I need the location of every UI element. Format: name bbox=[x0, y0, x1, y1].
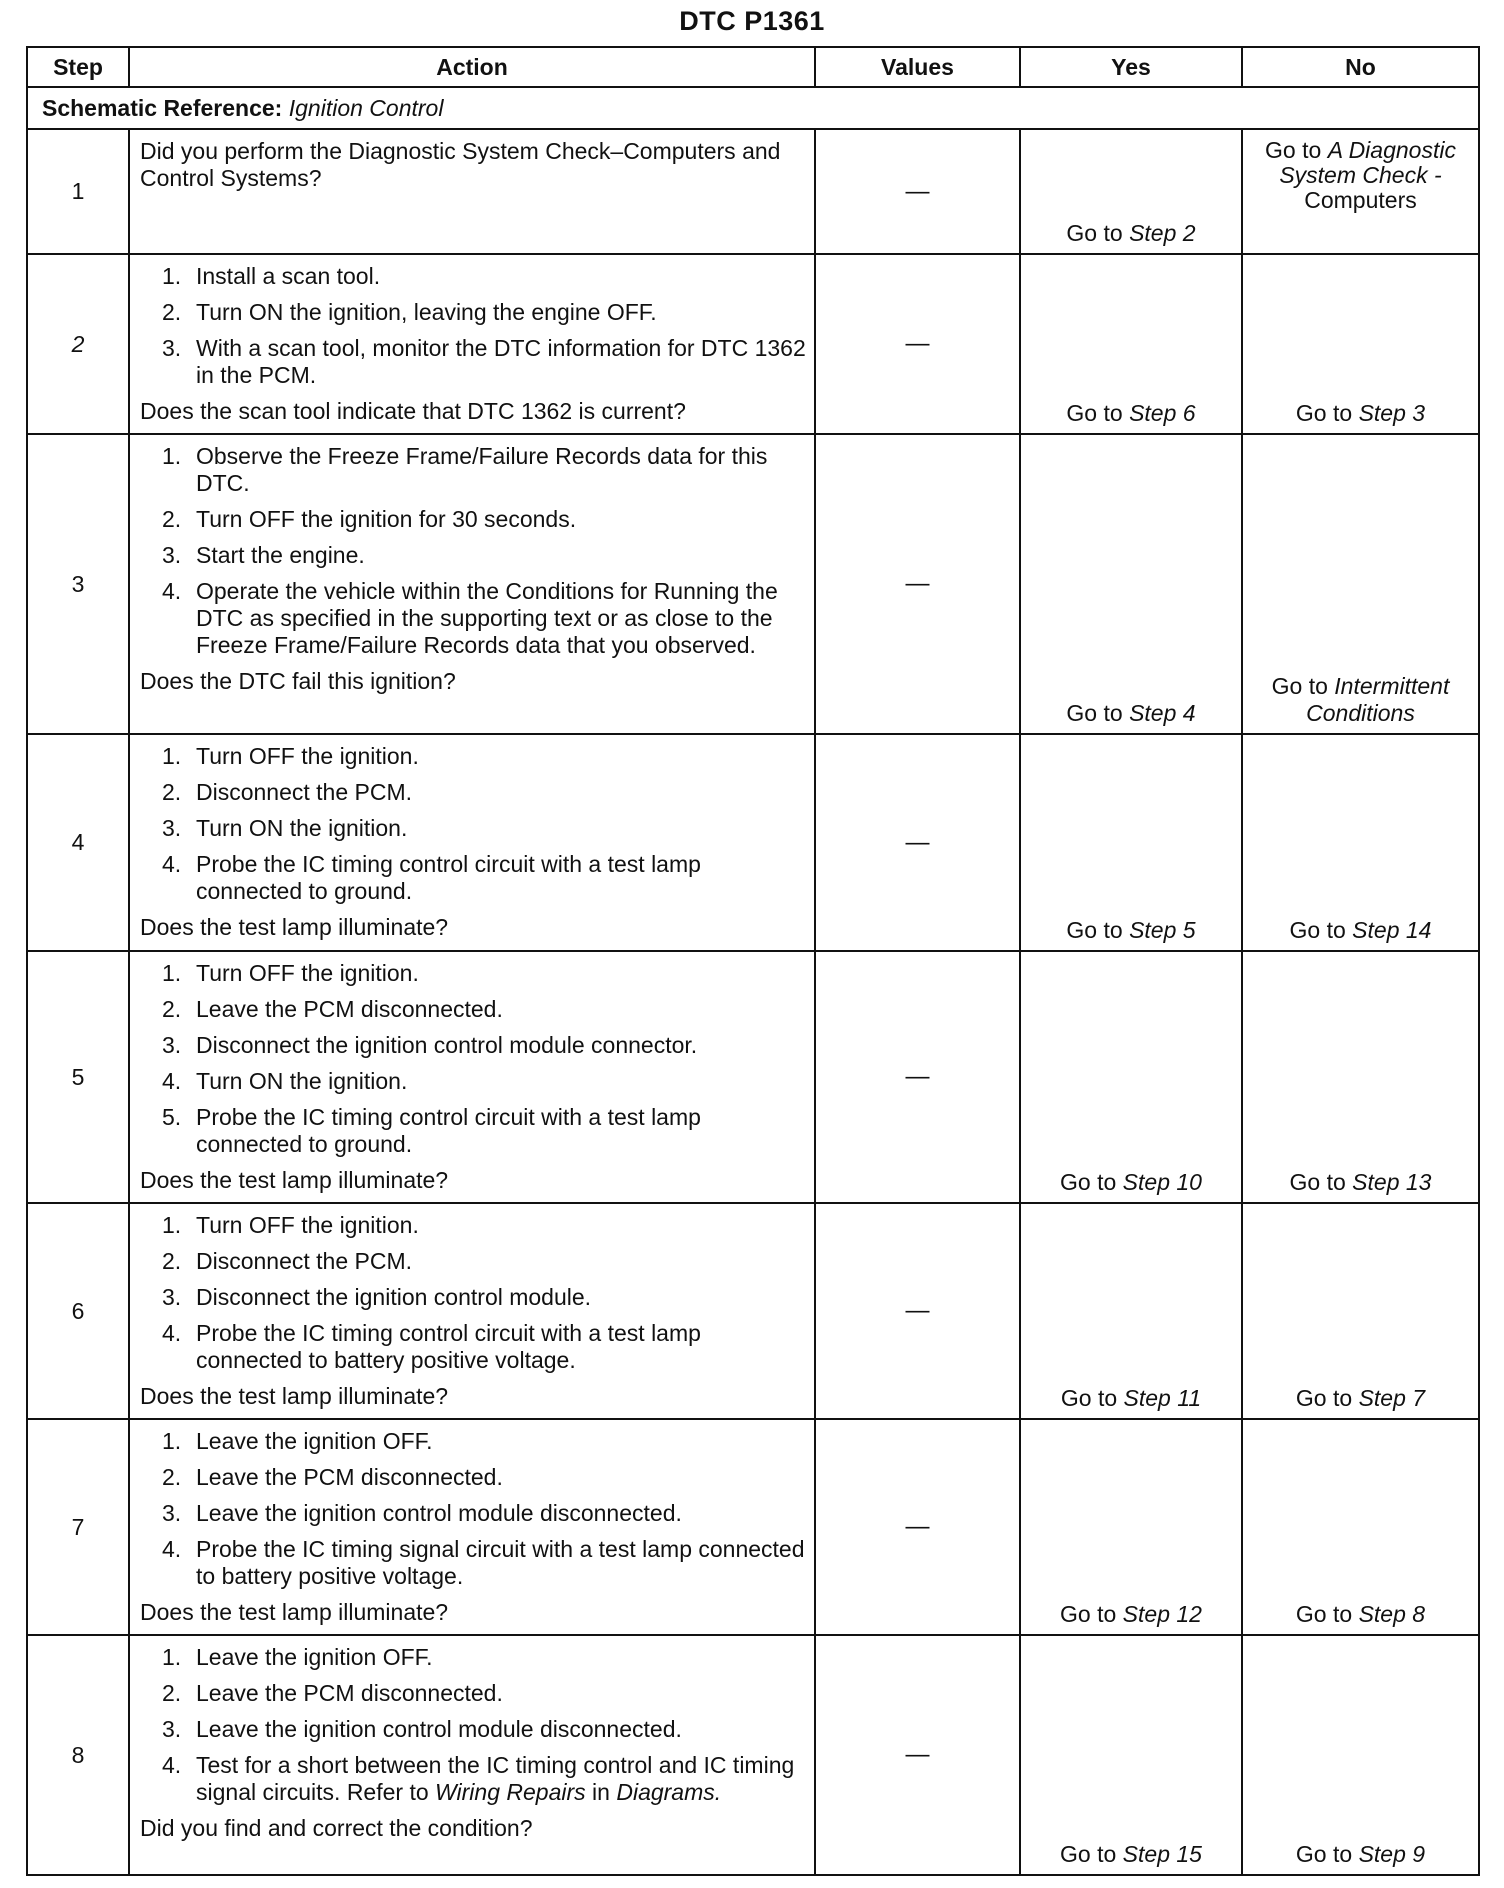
yes-cell bbox=[1020, 951, 1242, 1203]
action-question: Does the test lamp illuminate? bbox=[140, 1167, 449, 1193]
yes-text-segment: Step 4 bbox=[1129, 700, 1196, 726]
table-row bbox=[27, 1635, 1479, 1875]
action-step-text: Disconnect the ignition control module connector. bbox=[196, 1032, 698, 1058]
action-cell bbox=[129, 1203, 815, 1419]
action-step bbox=[140, 1320, 806, 1374]
no-text-segment: Intermittent Conditions bbox=[1306, 673, 1450, 726]
action-step-text: Leave the PCM disconnected. bbox=[196, 1680, 503, 1706]
action-step-number: 2. bbox=[162, 1248, 182, 1274]
table-row bbox=[27, 254, 1479, 434]
action-step-number: 4. bbox=[162, 1068, 182, 1094]
yes-text-segment: Step 6 bbox=[1129, 400, 1196, 426]
yes-cell bbox=[1020, 734, 1242, 951]
action-step bbox=[140, 1680, 806, 1707]
action-step-number: 3. bbox=[162, 1284, 182, 1310]
action-step-number: 4. bbox=[162, 1752, 182, 1778]
no-text-segment: Computers bbox=[1304, 187, 1417, 213]
yes-text-segment: Go to bbox=[1066, 220, 1130, 246]
yes-cell bbox=[1020, 129, 1242, 254]
no-cell bbox=[1242, 129, 1479, 254]
action-step bbox=[140, 1284, 806, 1311]
header-action: Action bbox=[129, 47, 815, 87]
action-step bbox=[140, 1068, 806, 1095]
yes-text-segment: Go to bbox=[1060, 1841, 1123, 1867]
action-step-number: 4. bbox=[162, 578, 182, 604]
header-values: Values bbox=[815, 47, 1020, 87]
action-step-number: 3. bbox=[162, 335, 182, 361]
action-step-text: Turn OFF the ignition. bbox=[196, 1212, 419, 1238]
action-step-text-segment: Diagrams. bbox=[616, 1779, 722, 1805]
action-step-number: 3. bbox=[162, 1032, 182, 1058]
schematic-label: Schematic Reference: bbox=[42, 94, 283, 121]
table-row bbox=[27, 434, 1479, 734]
no-text-segment: Go to bbox=[1271, 673, 1335, 699]
no-cell bbox=[1242, 734, 1479, 951]
action-step bbox=[140, 1032, 806, 1059]
schematic-value: Ignition Control bbox=[288, 94, 444, 121]
action-question: Does the scan tool indicate that DTC 1362 is current? bbox=[140, 398, 686, 424]
action-step-number: 2. bbox=[162, 1680, 182, 1706]
action-step-text-segment: Test for a short between the IC timing control and IC timing signal circuits. Refer to bbox=[196, 1752, 795, 1805]
action-step bbox=[140, 1500, 806, 1527]
page-title: DTC P1361 bbox=[679, 6, 825, 36]
yes-text-segment: Go to bbox=[1066, 400, 1130, 426]
values-cell: — bbox=[815, 129, 1020, 254]
header-row bbox=[27, 47, 1479, 87]
step-number: 1 bbox=[27, 129, 129, 254]
no-text-segment: Go to bbox=[1265, 137, 1328, 163]
action-cell bbox=[129, 1635, 815, 1875]
action-question: Does the DTC fail this ignition? bbox=[140, 668, 456, 694]
action-text: Did you perform the Diagnostic System Check–Computers and Control Systems? bbox=[140, 138, 781, 191]
step-number: 8 bbox=[27, 1635, 129, 1875]
no-text-segment: Step 7 bbox=[1358, 1385, 1426, 1411]
header-yes: Yes bbox=[1020, 47, 1242, 87]
action-step-text: Turn ON the ignition. bbox=[196, 815, 408, 841]
action-step bbox=[140, 1752, 806, 1806]
no-text-segment: Step 8 bbox=[1358, 1601, 1426, 1627]
table-row bbox=[27, 1419, 1479, 1635]
action-step-number: 1. bbox=[162, 263, 182, 289]
no-text-segment: Go to bbox=[1295, 400, 1359, 426]
action-cell bbox=[129, 254, 815, 434]
action-step-text: Turn ON the ignition, leaving the engine OFF. bbox=[196, 299, 657, 325]
yes-text-segment: Step 10 bbox=[1122, 1169, 1202, 1195]
yes-cell bbox=[1020, 1419, 1242, 1635]
action-step bbox=[140, 996, 806, 1023]
yes-cell bbox=[1020, 1635, 1242, 1875]
header-step: Step bbox=[27, 47, 129, 87]
action-step bbox=[140, 542, 806, 569]
action-step-text: Observe the Freeze Frame/Failure Records data for this DTC. bbox=[196, 443, 768, 496]
schematic-row bbox=[27, 87, 1479, 129]
no-text-segment: Go to bbox=[1295, 1385, 1359, 1411]
action-step-number: 4. bbox=[162, 1536, 182, 1562]
table-body bbox=[27, 129, 1479, 1875]
action-step bbox=[140, 851, 806, 905]
action-question: Does the test lamp illuminate? bbox=[140, 914, 449, 940]
values-cell: — bbox=[815, 1635, 1020, 1875]
action-step-text: Leave the ignition OFF. bbox=[196, 1644, 433, 1670]
action-step bbox=[140, 443, 806, 497]
action-question: Does the test lamp illuminate? bbox=[140, 1599, 449, 1625]
action-step-text: Leave the ignition control module disconnected. bbox=[196, 1716, 682, 1742]
no-text-segment: Go to bbox=[1289, 1169, 1353, 1195]
no-text-segment: Step 9 bbox=[1358, 1841, 1426, 1867]
action-step bbox=[140, 1536, 806, 1590]
action-steps-list bbox=[140, 1644, 806, 1806]
diagnostic-table bbox=[26, 46, 1480, 1876]
action-step-text: Leave the ignition control module disconnected. bbox=[196, 1500, 682, 1526]
action-step-number: 3. bbox=[162, 542, 182, 568]
action-step-number: 1. bbox=[162, 1644, 182, 1670]
action-steps-list bbox=[140, 1428, 806, 1590]
action-step-text: Install a scan tool. bbox=[196, 263, 381, 289]
action-step-number: 1. bbox=[162, 743, 182, 769]
action-step bbox=[140, 335, 806, 389]
action-step bbox=[140, 1644, 806, 1671]
yes-cell bbox=[1020, 254, 1242, 434]
values-cell: — bbox=[815, 434, 1020, 734]
action-step bbox=[140, 1428, 806, 1455]
action-step-number: 2. bbox=[162, 506, 182, 532]
action-cell bbox=[129, 434, 815, 734]
yes-text-segment: Go to bbox=[1060, 1169, 1123, 1195]
no-text-segment: Go to bbox=[1295, 1841, 1359, 1867]
action-step bbox=[140, 1464, 806, 1491]
action-step bbox=[140, 743, 806, 770]
action-steps-list bbox=[140, 1212, 806, 1374]
yes-text-segment: Go to bbox=[1066, 917, 1130, 943]
yes-text-segment: Go to bbox=[1060, 1385, 1124, 1411]
action-cell bbox=[129, 129, 815, 254]
action-step-text: Start the engine. bbox=[196, 542, 365, 568]
yes-cell bbox=[1020, 434, 1242, 734]
action-step bbox=[140, 1248, 806, 1275]
table-row bbox=[27, 734, 1479, 951]
action-cell bbox=[129, 951, 815, 1203]
action-step-number: 1. bbox=[162, 443, 182, 469]
action-steps-list bbox=[140, 743, 806, 905]
action-step-number: 1. bbox=[162, 1428, 182, 1454]
step-number: 4 bbox=[27, 734, 129, 951]
values-cell: — bbox=[815, 1203, 1020, 1419]
yes-text-segment: Step 2 bbox=[1129, 220, 1196, 246]
no-cell bbox=[1242, 1419, 1479, 1635]
action-step-text: Probe the IC timing signal circuit with a test lamp connected to battery positive voltage. bbox=[196, 1536, 805, 1589]
action-step-text: Probe the IC timing control circuit with a test lamp connected to ground. bbox=[196, 851, 701, 904]
no-cell bbox=[1242, 1203, 1479, 1419]
header-no: No bbox=[1242, 47, 1479, 87]
table-row bbox=[27, 951, 1479, 1203]
yes-text-segment: Step 11 bbox=[1123, 1385, 1202, 1411]
action-step-text: Probe the IC timing control circuit with a test lamp connected to battery positive voltage. bbox=[196, 1320, 701, 1373]
step-number: 2 bbox=[27, 254, 129, 434]
values-cell: — bbox=[815, 254, 1020, 434]
no-text-segment: Step 14 bbox=[1352, 917, 1432, 943]
table-row bbox=[27, 1203, 1479, 1419]
action-step-text: Leave the PCM disconnected. bbox=[196, 996, 503, 1022]
action-step bbox=[140, 263, 806, 290]
yes-text-segment: Step 12 bbox=[1122, 1601, 1202, 1627]
no-text-segment: Step 3 bbox=[1358, 400, 1426, 426]
action-steps-list bbox=[140, 263, 806, 389]
action-step-text: Turn ON the ignition. bbox=[196, 1068, 408, 1094]
action-step-text: Operate the vehicle within the Conditions for Running the DTC as specified in the supporting text or as close to the Freeze Frame/Failure Records data that you observed. bbox=[196, 578, 778, 658]
action-step-text: Leave the ignition OFF. bbox=[196, 1428, 433, 1454]
action-step-number: 1. bbox=[162, 1212, 182, 1238]
action-question: Did you find and correct the condition? bbox=[140, 1815, 533, 1841]
action-step-number: 2. bbox=[162, 996, 182, 1022]
action-cell bbox=[129, 1419, 815, 1635]
action-step-number: 1. bbox=[162, 960, 182, 986]
action-step-number: 3. bbox=[162, 815, 182, 841]
action-step-text: With a scan tool, monitor the DTC information for DTC 1362 in the PCM. bbox=[196, 335, 806, 388]
yes-text-segment: Step 5 bbox=[1129, 917, 1196, 943]
action-step-text: Disconnect the ignition control module. bbox=[196, 1284, 592, 1310]
action-step bbox=[140, 1212, 806, 1239]
action-step-text: Turn OFF the ignition for 30 seconds. bbox=[196, 506, 577, 532]
action-cell bbox=[129, 734, 815, 951]
action-step-number: 2. bbox=[162, 1464, 182, 1490]
action-step-number: 4. bbox=[162, 851, 182, 877]
values-cell: — bbox=[815, 951, 1020, 1203]
action-step-text: Turn OFF the ignition. bbox=[196, 743, 419, 769]
yes-cell bbox=[1020, 1203, 1242, 1419]
action-step bbox=[140, 960, 806, 987]
action-steps-list bbox=[140, 960, 806, 1158]
action-question: Does the test lamp illuminate? bbox=[140, 1383, 449, 1409]
action-step-number: 4. bbox=[162, 1320, 182, 1346]
action-step bbox=[140, 1716, 806, 1743]
action-step bbox=[140, 578, 806, 659]
action-step-text: Disconnect the PCM. bbox=[196, 779, 413, 805]
no-text-segment: A Diagnostic System Check - bbox=[1279, 137, 1456, 188]
table-row bbox=[27, 129, 1479, 254]
action-step bbox=[140, 299, 806, 326]
values-cell: — bbox=[815, 734, 1020, 951]
yes-text-segment: Go to bbox=[1066, 700, 1130, 726]
step-number: 7 bbox=[27, 1419, 129, 1635]
action-step bbox=[140, 1104, 806, 1158]
action-step-number: 3. bbox=[162, 1716, 182, 1742]
action-step-text-segment: in bbox=[585, 1779, 617, 1805]
yes-text-segment: Go to bbox=[1060, 1601, 1123, 1627]
no-text-segment: Go to bbox=[1289, 917, 1353, 943]
no-text-segment: Go to bbox=[1295, 1601, 1359, 1627]
action-step-number: 5. bbox=[162, 1104, 182, 1130]
step-number: 5 bbox=[27, 951, 129, 1203]
action-step-number: 2. bbox=[162, 299, 182, 325]
no-cell bbox=[1242, 254, 1479, 434]
action-step-text: Disconnect the PCM. bbox=[196, 1248, 413, 1274]
no-cell bbox=[1242, 951, 1479, 1203]
action-step-text-segment: Wiring Repairs bbox=[435, 1779, 586, 1805]
action-step bbox=[140, 506, 806, 533]
no-cell bbox=[1242, 434, 1479, 734]
step-number: 6 bbox=[27, 1203, 129, 1419]
action-step bbox=[140, 779, 806, 806]
values-cell: — bbox=[815, 1419, 1020, 1635]
action-step bbox=[140, 815, 806, 842]
action-step-text: Turn OFF the ignition. bbox=[196, 960, 419, 986]
no-text-segment: Step 13 bbox=[1352, 1169, 1432, 1195]
no-cell bbox=[1242, 1635, 1479, 1875]
action-step-number: 2. bbox=[162, 779, 182, 805]
action-steps-list bbox=[140, 443, 806, 659]
action-step-number: 3. bbox=[162, 1500, 182, 1526]
step-number: 3 bbox=[27, 434, 129, 734]
schematic-reference bbox=[27, 87, 1479, 129]
action-step-text: Leave the PCM disconnected. bbox=[196, 1464, 503, 1490]
action-step-text: Probe the IC timing control circuit with a test lamp connected to ground. bbox=[196, 1104, 701, 1157]
action-step-text bbox=[196, 1752, 794, 1805]
yes-text-segment: Step 15 bbox=[1122, 1841, 1202, 1867]
